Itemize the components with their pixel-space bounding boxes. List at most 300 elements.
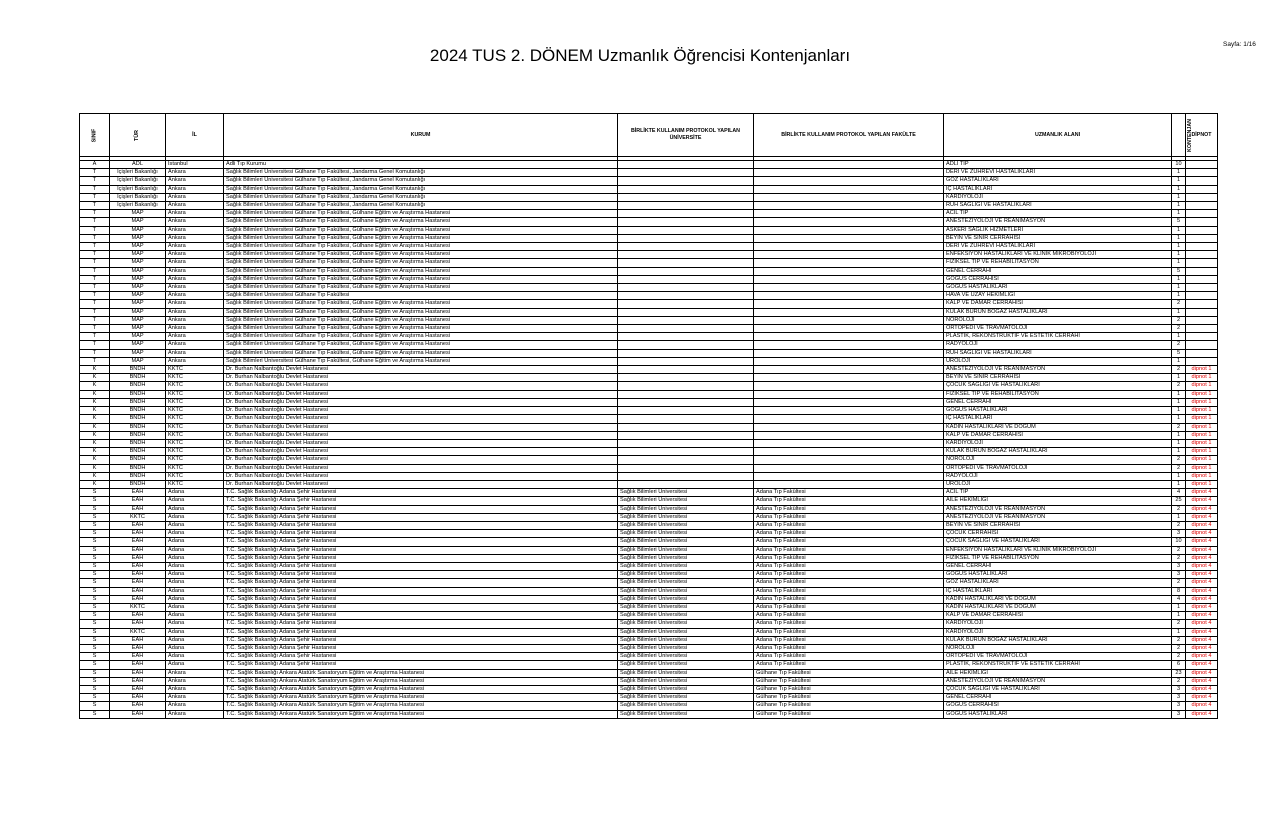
cell-kontenjan: 3 [1172,686,1186,694]
cell-uzmanlik-alani: RADYOLOJİ [944,341,1172,349]
cell-kontenjan: 3 [1172,694,1186,702]
cell-il: Ankara [166,185,224,193]
cell-uzmanlik-alani: ACİL TIP [944,210,1172,218]
cell-kontenjan: 1 [1172,628,1186,636]
cell-kontenjan: 1 [1172,333,1186,341]
cell-universite [618,456,754,464]
cell-sinif: S [80,710,110,718]
cell-fakulte [754,226,944,234]
cell-il: İstanbul [166,161,224,169]
cell-uzmanlik-alani: KADIN HASTALIKLARI VE DOĞUM [944,603,1172,611]
cell-universite [618,382,754,390]
cell-fakulte [754,333,944,341]
cell-kurum: Dr. Burhan Nalbantoğlu Devlet Hastanesi [224,464,618,472]
table-row [80,374,1218,382]
cell-il: Ankara [166,694,224,702]
cell-universite [618,234,754,242]
header-kontenjan: KONTENJAN [1172,114,1186,157]
cell-uzmanlik-alani: GENEL CERRAHİ [944,398,1172,406]
cell-tur: EAH [110,710,166,718]
cell-sinif: K [80,423,110,431]
cell-kurum: T.C. Sağlık Bakanlığı Ankara Atatürk Sanatoryum Eğitim ve Araştırma Hastanesi [224,669,618,677]
cell-kontenjan: 8 [1172,587,1186,595]
cell-tur: EAH [110,530,166,538]
table-row [80,423,1218,431]
cell-dipnot [1186,292,1218,300]
cell-kurum: Sağlık Bilimleri Üniversitesi Gülhane Tıp Fakültesi, Jandarma Genel Komutanlığı [224,193,618,201]
cell-dipnot [1186,325,1218,333]
cell-il: Adana [166,628,224,636]
cell-kurum: Sağlık Bilimleri Üniversitesi Gülhane Tıp Fakültesi, Gülhane Eğitim ve Araştırma Hastanesi [224,300,618,308]
cell-dipnot: dipnot 1 [1186,439,1218,447]
cell-il: KKTC [166,464,224,472]
cell-kurum: T.C. Sağlık Bakanlığı Adana Şehir Hastanesi [224,530,618,538]
cell-sinif: T [80,202,110,210]
cell-il: KKTC [166,415,224,423]
cell-uzmanlik-alani: DERİ VE ZÜHREVİ HASTALIKLARI [944,243,1172,251]
cell-tur: KKTC [110,513,166,521]
cell-tur: EAH [110,489,166,497]
table-row [80,202,1218,210]
cell-tur: BNDH [110,398,166,406]
cell-il: Ankara [166,357,224,365]
cell-fakulte: Gülhane Tıp Fakültesi [754,694,944,702]
cell-uzmanlik-alani: GENEL CERRAHİ [944,267,1172,275]
cell-uzmanlik-alani: ANESTEZİYOLOJİ VE REANİMASYON [944,677,1172,685]
cell-universite [618,267,754,275]
cell-dipnot: dipnot 4 [1186,530,1218,538]
cell-tur: EAH [110,644,166,652]
table-row [80,177,1218,185]
cell-il: Adana [166,513,224,521]
cell-fakulte: Gülhane Tıp Fakültesi [754,677,944,685]
cell-uzmanlik-alani: GÖĞÜS HASTALIKLARI [944,571,1172,579]
cell-sinif: K [80,456,110,464]
cell-kontenjan: 1 [1172,234,1186,242]
cell-kurum: Sağlık Bilimleri Üniversitesi Gülhane Tıp Fakültesi, Gülhane Eğitim ve Araştırma Hastanesi [224,325,618,333]
cell-fakulte [754,177,944,185]
cell-tur: EAH [110,497,166,505]
cell-dipnot: dipnot 4 [1186,571,1218,579]
table-row [80,439,1218,447]
cell-uzmanlik-alani: KULAK BURUN BOĞAZ HASTALIKLARI [944,308,1172,316]
cell-uzmanlik-alani: ORTOPEDİ VE TRAVMATOLOJİ [944,464,1172,472]
cell-kurum: Dr. Burhan Nalbantoğlu Devlet Hastanesi [224,431,618,439]
cell-kurum: Sağlık Bilimleri Üniversitesi Gülhane Tıp Fakültesi, Gülhane Eğitim ve Araştırma Hastanesi [224,267,618,275]
cell-kontenjan: 1 [1172,374,1186,382]
cell-tur: EAH [110,595,166,603]
cell-kontenjan: 1 [1172,169,1186,177]
cell-universite: Sağlık Bilimleri Üniversitesi [618,653,754,661]
cell-fakulte [754,234,944,242]
cell-kurum: Sağlık Bilimleri Üniversitesi Gülhane Tıp Fakültesi, Gülhane Eğitim ve Araştırma Hastanesi [224,259,618,267]
cell-kontenjan: 1 [1172,243,1186,251]
cell-fakulte: Adana Tıp Fakültesi [754,554,944,562]
cell-kontenjan: 2 [1172,366,1186,374]
table-row [80,579,1218,587]
cell-dipnot: dipnot 4 [1186,686,1218,694]
cell-il: Ankara [166,300,224,308]
cell-uzmanlik-alani: GÖZ HASTALIKLARI [944,579,1172,587]
cell-fakulte [754,448,944,456]
cell-sinif: K [80,480,110,488]
cell-sinif: K [80,382,110,390]
cell-kontenjan: 4 [1172,489,1186,497]
cell-sinif: T [80,341,110,349]
cell-sinif: K [80,431,110,439]
cell-sinif: K [80,448,110,456]
table-row [80,407,1218,415]
cell-tur: İçişleri Bakanlığı [110,202,166,210]
cell-fakulte [754,357,944,365]
cell-fakulte [754,382,944,390]
cell-kontenjan: 2 [1172,579,1186,587]
cell-kurum: Sağlık Bilimleri Üniversitesi Gülhane Tıp Fakültesi, Jandarma Genel Komutanlığı [224,202,618,210]
cell-il: Adana [166,571,224,579]
cell-universite: Sağlık Bilimleri Üniversitesi [618,628,754,636]
table-row [80,349,1218,357]
cell-fakulte [754,415,944,423]
cell-kontenjan: 1 [1172,407,1186,415]
cell-universite [618,193,754,201]
cell-tur: MAP [110,275,166,283]
cell-fakulte [754,407,944,415]
cell-dipnot: dipnot 4 [1186,521,1218,529]
cell-dipnot [1186,267,1218,275]
table-row [80,456,1218,464]
cell-tur: BNDH [110,382,166,390]
cell-kurum: Sağlık Bilimleri Üniversitesi Gülhane Tıp Fakültesi, Gülhane Eğitim ve Araştırma Hastanesi [224,226,618,234]
cell-fakulte [754,210,944,218]
cell-tur: EAH [110,538,166,546]
cell-universite [618,464,754,472]
cell-il: Adana [166,612,224,620]
cell-universite: Sağlık Bilimleri Üniversitesi [618,530,754,538]
cell-sinif: K [80,407,110,415]
cell-sinif: S [80,620,110,628]
table-row [80,308,1218,316]
cell-kontenjan: 1 [1172,193,1186,201]
cell-sinif: S [80,702,110,710]
cell-fakulte [754,267,944,275]
cell-uzmanlik-alani: GÖĞÜS CERRAHİSİ [944,702,1172,710]
cell-dipnot [1186,161,1218,169]
cell-kurum: T.C. Sağlık Bakanlığı Adana Şehir Hastanesi [224,612,618,620]
table-row [80,653,1218,661]
cell-tur: İçişleri Bakanlığı [110,185,166,193]
cell-kontenjan: 2 [1172,677,1186,685]
cell-il: Adana [166,562,224,570]
table-row [80,431,1218,439]
cell-kontenjan: 2 [1172,636,1186,644]
cell-uzmanlik-alani: ANESTEZİYOLOJİ VE REANİMASYON [944,505,1172,513]
cell-dipnot: dipnot 1 [1186,472,1218,480]
cell-tur: MAP [110,251,166,259]
cell-dipnot: dipnot 4 [1186,538,1218,546]
cell-il: Ankara [166,316,224,324]
cell-dipnot [1186,202,1218,210]
cell-tur: BNDH [110,423,166,431]
cell-kontenjan: 1 [1172,177,1186,185]
table-row [80,316,1218,324]
cell-dipnot: dipnot 4 [1186,677,1218,685]
cell-kontenjan: 2 [1172,505,1186,513]
cell-kontenjan: 3 [1172,530,1186,538]
cell-universite: Sağlık Bilimleri Üniversitesi [618,677,754,685]
cell-fakulte: Gülhane Tıp Fakültesi [754,710,944,718]
cell-kurum: Dr. Burhan Nalbantoğlu Devlet Hastanesi [224,423,618,431]
cell-il: Ankara [166,251,224,259]
cell-uzmanlik-alani: PLASTİK, REKONSTRÜKTİF VE ESTETİK CERRAHİ [944,661,1172,669]
table-row [80,620,1218,628]
table-row [80,612,1218,620]
cell-kontenjan: 1 [1172,603,1186,611]
cell-kurum: Sağlık Bilimleri Üniversitesi Gülhane Tıp Fakültesi [224,292,618,300]
cell-uzmanlik-alani: BEYİN VE SİNİR CERRAHİSİ [944,374,1172,382]
cell-universite: Sağlık Bilimleri Üniversitesi [618,562,754,570]
cell-il: KKTC [166,398,224,406]
cell-uzmanlik-alani: ENFEKSİYON HASTALIKLARI VE KLİNİK MİKROBİYOLOJİ [944,251,1172,259]
cell-dipnot [1186,169,1218,177]
cell-uzmanlik-alani: ÇOCUK SAĞLIĞI VE HASTALIKLARI [944,686,1172,694]
cell-kurum: T.C. Sağlık Bakanlığı Adana Şehir Hastanesi [224,579,618,587]
cell-dipnot: dipnot 1 [1186,464,1218,472]
cell-uzmanlik-alani: FİZİKSEL TIP VE REHABİLİTASYON [944,259,1172,267]
cell-dipnot [1186,333,1218,341]
table-row [80,587,1218,595]
cell-universite [618,415,754,423]
cell-tur: İçişleri Bakanlığı [110,169,166,177]
cell-kurum: T.C. Sağlık Bakanlığı Adana Şehir Hastanesi [224,661,618,669]
cell-fakulte [754,480,944,488]
table-row [80,562,1218,570]
cell-kontenjan: 1 [1172,308,1186,316]
cell-fakulte [754,292,944,300]
cell-kurum: Dr. Burhan Nalbantoğlu Devlet Hastanesi [224,407,618,415]
cell-il: Ankara [166,243,224,251]
cell-kurum: Dr. Burhan Nalbantoğlu Devlet Hastanesi [224,439,618,447]
cell-universite: Sağlık Bilimleri Üniversitesi [618,644,754,652]
quota-table [79,113,1218,719]
cell-sinif: S [80,571,110,579]
cell-kurum: Dr. Burhan Nalbantoğlu Devlet Hastanesi [224,415,618,423]
header-tur: TÜR [110,114,166,157]
cell-uzmanlik-alani: İÇ HASTALIKLARI [944,185,1172,193]
cell-tur: EAH [110,653,166,661]
cell-il: Ankara [166,169,224,177]
cell-sinif: S [80,554,110,562]
cell-uzmanlik-alani: GÖZ HASTALIKLARI [944,177,1172,185]
cell-uzmanlik-alani: GENEL CERRAHİ [944,562,1172,570]
cell-sinif: S [80,653,110,661]
cell-il: Ankara [166,210,224,218]
cell-universite: Sağlık Bilimleri Üniversitesi [618,661,754,669]
cell-universite [618,357,754,365]
cell-dipnot: dipnot 1 [1186,415,1218,423]
cell-tur: MAP [110,243,166,251]
cell-universite: Sağlık Bilimleri Üniversitesi [618,571,754,579]
cell-sinif: S [80,628,110,636]
cell-fakulte: Adana Tıp Fakültesi [754,513,944,521]
cell-il: Adana [166,530,224,538]
cell-il: Ankara [166,193,224,201]
cell-il: Adana [166,521,224,529]
cell-uzmanlik-alani: KULAK BURUN BOĞAZ HASTALIKLARI [944,448,1172,456]
cell-uzmanlik-alani: ORTOPEDİ VE TRAVMATOLOJİ [944,325,1172,333]
cell-sinif: K [80,398,110,406]
cell-kurum: Sağlık Bilimleri Üniversitesi Gülhane Tıp Fakültesi, Jandarma Genel Komutanlığı [224,185,618,193]
cell-sinif: T [80,193,110,201]
cell-sinif: S [80,677,110,685]
cell-il: KKTC [166,382,224,390]
cell-dipnot: dipnot 1 [1186,398,1218,406]
cell-tur: BNDH [110,439,166,447]
cell-fakulte: Adana Tıp Fakültesi [754,530,944,538]
cell-tur: KKTC [110,603,166,611]
cell-kontenjan: 2 [1172,464,1186,472]
cell-universite [618,341,754,349]
cell-uzmanlik-alani: ÇOCUK SAĞLIĞI VE HASTALIKLARI [944,538,1172,546]
cell-fakulte: Gülhane Tıp Fakültesi [754,669,944,677]
cell-sinif: T [80,284,110,292]
table-row [80,571,1218,579]
cell-il: Adana [166,620,224,628]
cell-sinif: S [80,505,110,513]
cell-kontenjan: 3 [1172,571,1186,579]
cell-dipnot: dipnot 4 [1186,644,1218,652]
table-row [80,710,1218,718]
cell-uzmanlik-alani: ÜROLOJİ [944,357,1172,365]
page-title: 2024 TUS 2. DÖNEM Uzmanlık Öğrencisi Kontenjanları [429,46,851,65]
cell-il: Ankara [166,259,224,267]
cell-tur: EAH [110,571,166,579]
cell-kontenjan: 1 [1172,513,1186,521]
cell-kontenjan: 5 [1172,218,1186,226]
cell-tur: BNDH [110,456,166,464]
cell-universite: Sağlık Bilimleri Üniversitesi [618,579,754,587]
cell-sinif: T [80,333,110,341]
cell-tur: MAP [110,300,166,308]
cell-sinif: T [80,259,110,267]
cell-uzmanlik-alani: ANESTEZİYOLOJİ VE REANİMASYON [944,218,1172,226]
cell-sinif: S [80,612,110,620]
cell-tur: EAH [110,562,166,570]
cell-fakulte [754,251,944,259]
cell-dipnot [1186,218,1218,226]
cell-tur: KKTC [110,628,166,636]
cell-fakulte: Adana Tıp Fakültesi [754,505,944,513]
cell-universite [618,284,754,292]
cell-kurum: Sağlık Bilimleri Üniversitesi Gülhane Tıp Fakültesi, Gülhane Eğitim ve Araştırma Hastanesi [224,275,618,283]
cell-kurum: Sağlık Bilimleri Üniversitesi Gülhane Tıp Fakültesi, Gülhane Eğitim ve Araştırma Hastanesi [224,308,618,316]
cell-uzmanlik-alani: KARDİYOLOJİ [944,439,1172,447]
cell-sinif: T [80,251,110,259]
cell-dipnot: dipnot 4 [1186,497,1218,505]
cell-uzmanlik-alani: ÇOCUK SAĞLIĞI VE HASTALIKLARI [944,382,1172,390]
cell-sinif: T [80,349,110,357]
cell-il: Adana [166,644,224,652]
cell-kurum: T.C. Sağlık Bakanlığı Adana Şehir Hastanesi [224,620,618,628]
cell-kontenjan: 6 [1172,661,1186,669]
cell-il: KKTC [166,480,224,488]
cell-universite: Sağlık Bilimleri Üniversitesi [618,636,754,644]
cell-dipnot [1186,259,1218,267]
cell-il: Adana [166,661,224,669]
cell-uzmanlik-alani: RADYOLOJİ [944,472,1172,480]
cell-kurum: T.C. Sağlık Bakanlığı Adana Şehir Hastanesi [224,538,618,546]
cell-kurum: Sağlık Bilimleri Üniversitesi Gülhane Tıp Fakültesi, Jandarma Genel Komutanlığı [224,169,618,177]
cell-kurum: T.C. Sağlık Bakanlığı Adana Şehir Hastanesi [224,571,618,579]
cell-kurum: Dr. Burhan Nalbantoğlu Devlet Hastanesi [224,382,618,390]
cell-uzmanlik-alani: AİLE HEKİMLİĞİ [944,497,1172,505]
cell-sinif: S [80,530,110,538]
cell-fakulte [754,390,944,398]
cell-il: Adana [166,538,224,546]
cell-tur: EAH [110,505,166,513]
cell-il: Adana [166,497,224,505]
cell-dipnot [1186,284,1218,292]
cell-tur: MAP [110,333,166,341]
table-row [80,554,1218,562]
cell-kurum: Sağlık Bilimleri Üniversitesi Gülhane Tıp Fakültesi, Gülhane Eğitim ve Araştırma Hastanesi [224,333,618,341]
cell-universite: Sağlık Bilimleri Üniversitesi [618,595,754,603]
cell-dipnot [1186,275,1218,283]
cell-sinif: T [80,243,110,251]
cell-uzmanlik-alani: ANESTEZİYOLOJİ VE REANİMASYON [944,513,1172,521]
cell-il: Ankara [166,267,224,275]
cell-universite [618,251,754,259]
cell-tur: MAP [110,316,166,324]
cell-kurum: Sağlık Bilimleri Üniversitesi Gülhane Tıp Fakültesi, Gülhane Eğitim ve Araştırma Hastanesi [224,234,618,242]
cell-tur: BNDH [110,407,166,415]
cell-kontenjan: 1 [1172,357,1186,365]
cell-fakulte [754,218,944,226]
cell-fakulte [754,259,944,267]
cell-il: Adana [166,595,224,603]
cell-kurum: Dr. Burhan Nalbantoğlu Devlet Hastanesi [224,480,618,488]
table-row [80,275,1218,283]
cell-kurum: Sağlık Bilimleri Üniversitesi Gülhane Tıp Fakültesi, Gülhane Eğitim ve Araştırma Hastanesi [224,357,618,365]
cell-kontenjan: 2 [1172,521,1186,529]
table-row [80,644,1218,652]
cell-uzmanlik-alani: FİZİKSEL TIP VE REHABİLİTASYON [944,554,1172,562]
cell-sinif: S [80,587,110,595]
cell-dipnot: dipnot 4 [1186,702,1218,710]
table-row [80,390,1218,398]
table-row [80,325,1218,333]
cell-universite [618,202,754,210]
cell-uzmanlik-alani: NÖROLOJİ [944,316,1172,324]
cell-universite [618,374,754,382]
cell-universite [618,161,754,169]
cell-kurum: Sağlık Bilimleri Üniversitesi Gülhane Tıp Fakültesi, Gülhane Eğitim ve Araştırma Hastanesi [224,243,618,251]
cell-il: Ankara [166,710,224,718]
cell-kontenjan: 5 [1172,349,1186,357]
cell-fakulte [754,456,944,464]
cell-universite [618,480,754,488]
cell-dipnot [1186,193,1218,201]
cell-kurum: T.C. Sağlık Bakanlığı Adana Şehir Hastanesi [224,554,618,562]
header-fakulte: BİRLİKTE KULLANIM PROTOKOL YAPILAN FAKÜLTE [754,114,944,157]
cell-uzmanlik-alani: NÖROLOJİ [944,456,1172,464]
cell-kurum: Dr. Burhan Nalbantoğlu Devlet Hastanesi [224,374,618,382]
cell-dipnot: dipnot 4 [1186,579,1218,587]
cell-kurum: T.C. Sağlık Bakanlığı Ankara Atatürk Sanatoryum Eğitim ve Araştırma Hastanesi [224,702,618,710]
cell-tur: EAH [110,579,166,587]
cell-universite: Sağlık Bilimleri Üniversitesi [618,497,754,505]
table-row [80,489,1218,497]
cell-dipnot: dipnot 1 [1186,390,1218,398]
